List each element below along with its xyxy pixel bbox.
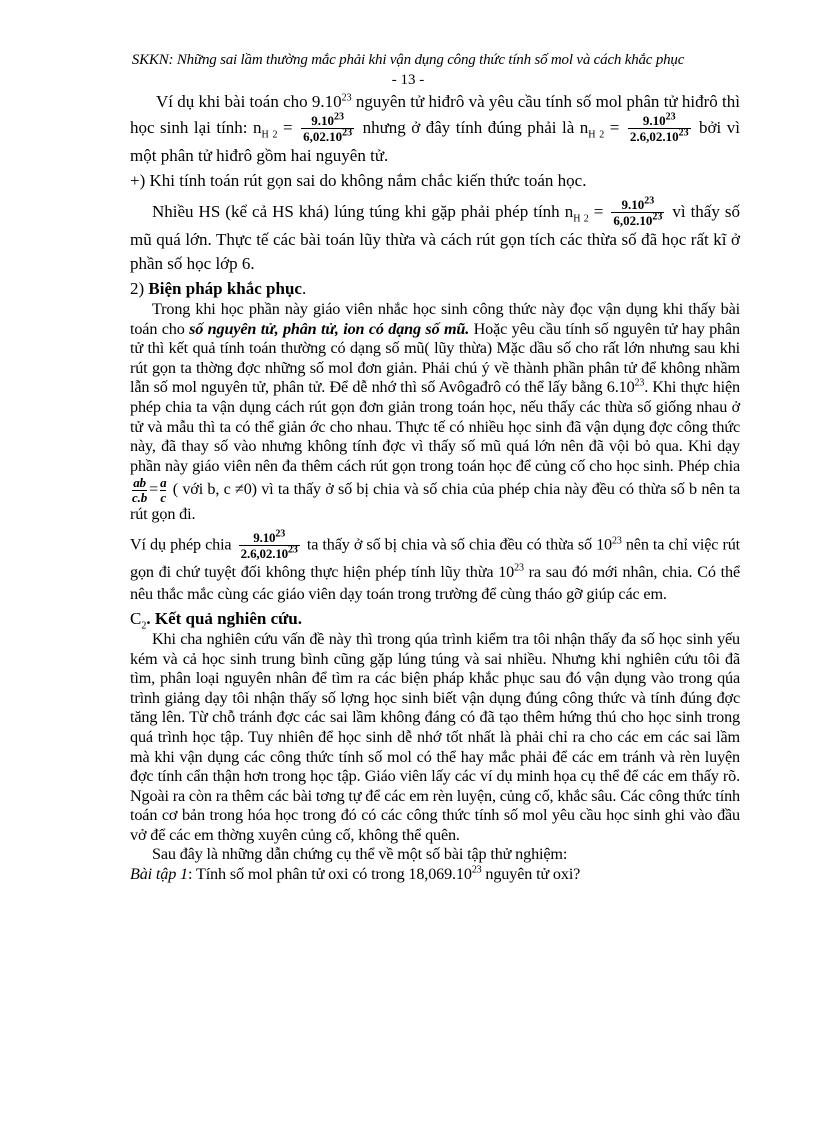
fraction-example2: $\frac{9.10^{23}}{2.6,02.10^{23}}$: [240, 528, 298, 561]
bullet-line: +) Khi tính toán rút gọn sai do không nắm chắc kiến thức toán học.: [130, 171, 587, 190]
fraction-a-c: $\frac{a}{c}$: [160, 475, 167, 506]
fraction-ab-cb: $\frac{ab}{c.b}$: [132, 475, 148, 506]
page-number: - 13 -: [391, 72, 425, 88]
example-paragraph: Ví dụ khi bài toán cho 9.10$^{23}$ nguyên tử hiđrô và yêu cầu tính số mol phân tử hiđrô thì học sinh lại tính: $n_{H 2}$ = $\frac{9.10^{23}}{6,02.10^{23}}$ nhưng ở đây tính đúng phải là $n_{H 2}$ = $\frac{9.10^{23}}{2.6,02.10^{23}}$ bởi vì một phân tử hiđrô gồm hai nguyên tử.: [130, 92, 740, 165]
fraction-correct: $\frac{9.10^{23}}{2.6,02.10^{23}}$: [629, 111, 689, 144]
page-content: [130, 90, 740, 885]
fraction-wrong-2: $\frac{9.10^{23}}{6,02.10^{23}}$: [613, 195, 663, 228]
many-students-paragraph: Nhiều HS (kể cả HS khá) lúng túng khi gặp phải phép tính $n_{H 2}$ = $\frac{9.10^{23}}{6,02.10^{23}}$ vì thấy số mũ quá lớn. Thực tế các bài toán lũy thừa và cách rút gọn tích các thừa số đã học rất kĩ ở phần số học lớp 6.: [130, 195, 740, 273]
results-paragraph: Khi cha nghiên cứu vấn đề này thì trong qúa trình kiểm tra tôi nhận thấy đa số học sinh yếu kém và cả học sinh trung bình cũng gặp lúng túng và sai nhiều. Nhưng khi nghiên cứu tôi đã tìm, phân loại nguyên nhân để tìm ra các biện pháp khắc phục sau đó vận dụng vào trong qúa trình giảng dạy tôi nhận thấy số lợng học sinh biết vận dụng đúng công thức và tính đúng đợc tăng lên. Từ chỗ tránh đợc các sai lầm không đáng có đã tạo thêm hứng thú cho học sinh trong quá trình học tập. Tuy nhiên để học sinh dễ nhớ tốt nhất là phải chỉ ra cho các em các sai lầm mà khi vận dụng các công thức tính số mol có thể hay mắc phải để các em tránh và rèn luyện đợc tính cẩn thận hơn trong học tập. Giáo viên lấy các ví dụ minh họa cụ thể để các em thấy rõ. Ngoài ra còn ra thêm các bài tơng tự để các em rèn luyện, củng cố, khắc sâu. Các công thức tính toán cơ bản trong hóa học trong đó có các công thức tính số mol yêu cầu học sinh ghi vào đầu vở để các em thờng xuyên củng cố, không thể quên.: [130, 629, 740, 844]
exercise-1: Bài tập 1: Tính số mol phân tử oxi có trong 18,069.10$^{23}$ nguyên tử oxi?: [130, 864, 581, 884]
section-remedy-heading: 2) Biện pháp khắc phục.: [130, 279, 307, 298]
section-results-heading: $C_2$. Kết quả nghiên cứu.: [130, 608, 303, 632]
fraction-wrong: $\frac{9.10^{23}}{6,02.10^{23}}$: [303, 111, 353, 144]
page-header: SKKN: Những sai lầm thường mắc phải khi vận dụng công thức tính số mol và cách khắc phục: [131, 52, 685, 68]
evidence-intro: Sau đây là những dẫn chứng cụ thể về một số bài tập thử nghiệm:: [152, 845, 568, 864]
example2-paragraph: Ví dụ phép chia $\frac{9.10^{23}}{2.6,02.10^{23}}$ ta thấy ở số bị chia và số chia đều có thừa số $10^{23}$ nên ta chỉ việc rút gọn đi chứ tuyệt đối không thực hiện phép tính lũy thừa $10^{23}$ ra sau đó mới nhân, chia. Có thể nêu thắc mắc cùng các giáo viên dạy toán trong trường để cùng tháo gỡ giúp các em.: [130, 528, 740, 603]
remedy-paragraph: Trong khi học phần này giáo viên nhắc học sinh công thức này đọc vận dụng khi thấy bài toán cho số nguyên tử, phân tử, ion có dạng số mũ. Hoặc yêu cầu tính số nguyên tử hay phân tử thì kết quả tính toán thường có dạng số mũ( lũy thừa) Mặc dầu số cho rất lớn nhưng sau khi rút gọn ta thờng đợc những số mol đơn giản. Phải chú ý về thành phần phân tử để không nhầm lẫn số mol nguyên tử, phân tử. Để dễ nhớ thì số Avôgađrô có thể lấy bằng 6.10$^{23}$. Khi thực hiện phép chia ta vận dụng cách rút gọn đơn giản trong toán học, nếu thấy các thừa số giống nhau ở tử và mẫu thì ta có thể giản ớc cho nhau. Thực tế có nhiều học sinh đã vận dụng đợc công thức này, đã thay số vào nhưng không tính đợc vì thấy số mũ quá lớn nên đã vội bỏ qua. Khi dạy phần này giáo viên nên đa thêm cách rút gọn trong toán học để củng cố cho học sinh. Phép chia $\frac{ab}{c.b}$ = $\frac{a}{c}$ ( với b, c ≠0) vì ta thấy ở số bị chia và số chia của phép chia này đều có thừa số b nên ta rút gọn đi.: [130, 300, 741, 524]
